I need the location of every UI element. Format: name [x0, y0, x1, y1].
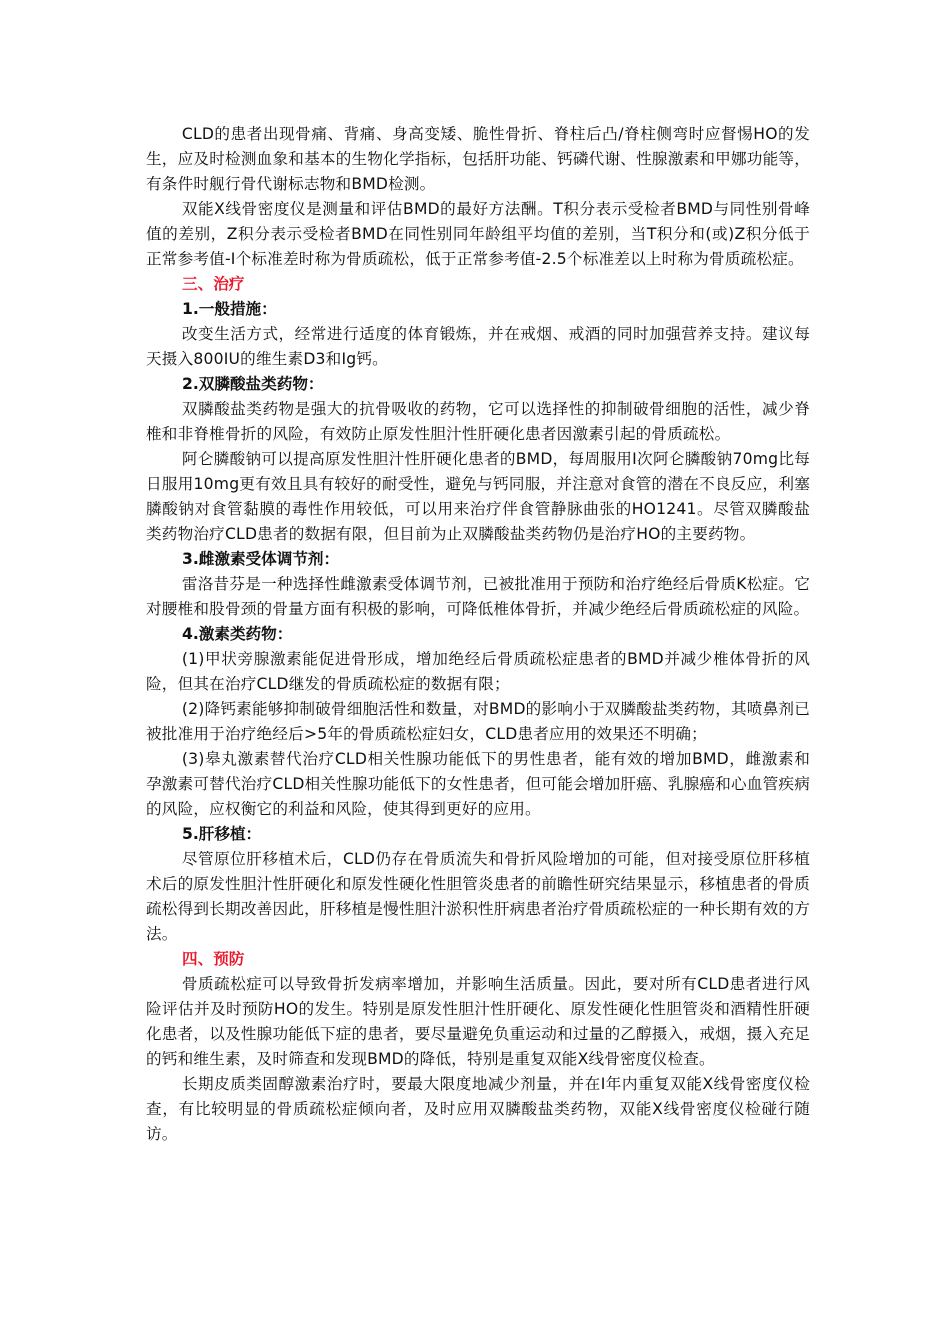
bisphosphonates-paragraph-1: 双膦酸盐类药物是强大的抗骨吸收的药物，它可以选择性的抑制破骨细胞的活性，减少脊椎和非脊椎骨折的风险，有效防止原发性胆汁性肝硬化患者因激素引起的骨质疏松。 [146, 400, 810, 443]
liver-transplant-paragraph: 尽管原位肝移植术后，CLD仍存在骨质流失和骨折风险增加的可能，但对接受原位肝移植术后的原发性胆汁性肝硬化和原发性硬化性胆管炎患者的前瞻性研究结果显示，移植患者的骨质疏松得到长期改善因此，肝移植是慢性胆汁淤积性肝病患者治疗骨质疏松症的一种长期有效的方法。 [146, 850, 810, 943]
section-title-treatment: 三、治疗 [182, 275, 245, 293]
general-measures-paragraph: 改变生活方式，经常进行适度的体育锻炼，并在戒烟、戒酒的同时加强营养支持。建议每天摄入800IU的维生素D3和Ig钙。 [146, 325, 810, 368]
bisphosphonates-paragraph-2: 阿仑膦酸钠可以提高原发性胆汁性肝硬化患者的BMD，每周服用I次阿仑膦酸钠70mg比每日服用10mg更有效且具有较好的耐受性，避免与钙同服，并注意对食管的潜在不良反应，利塞膦酸钠对食管黏膜的毒性作用较低，可以用来治疗伴食管静脉曲张的HO1241。尽管双膦酸盐类药物治疗CLD患者的数据有限，但目前为止双膦酸盐类药物仍是治疗HO的主要药物。 [146, 450, 810, 543]
subsection-title-general-measures: 1.一般措施： [182, 300, 277, 318]
hormones-paragraph-1: (1)甲状旁腺激素能促进骨形成，增加绝经后骨质疏松症患者的BMD并减少椎体骨折的风险，但其在治疗CLD继发的骨质疏松症的数据有限； [146, 650, 810, 693]
subsection-title-bisphosphonates: 2.双膦酸盐类药物： [182, 375, 324, 393]
subsection-title-serm: 3.雌激素受体调节剂： [182, 550, 340, 568]
prevention-paragraph-2: 长期皮质类固醇激素治疗时，要最大限度地减少剂量，并在I年内重复双能X线骨密度仪检查，有比较明显的骨质疏松症倾向者，及时应用双膦酸盐类药物，双能X线骨密度仪检碰行随访。 [146, 1075, 810, 1143]
document-page [146, 122, 810, 1147]
prevention-paragraph-1: 骨质疏松症可以导致骨折发病率增加，并影响生活质量。因此，要对所有CLD患者进行风险评估并及时预防HO的发生。特别是原发性胆汁性肝硬化、原发性硬化性胆管炎和酒精性肝硬化患者，以及性腺功能低下症的患者，要尽量避免负重运动和过量的乙醇摄入，戒烟，摄入充足的钙和维生素，及时筛查和发现BMD的降低，特别是重复双能X线骨密度仪检查。 [146, 975, 810, 1068]
subsection-title-hormones: 4.激素类药物： [182, 625, 293, 643]
section-title-prevention: 四、预防 [182, 950, 245, 968]
intro-paragraph-2: 双能X线骨密度仪是测量和评估BMD的最好方法酬。T积分表示受检者BMD与同性别骨峰值的差别，Z积分表示受检者BMD在同性别同年龄组平均值的差别，当T积分和(或)Z积分低于正常参考值-I个标准差时称为骨质疏松，低于正常参考值-2.5个标准差以上时称为骨质疏松症。 [146, 200, 810, 268]
subsection-title-liver-transplant: 5.肝移植： [182, 825, 262, 843]
intro-paragraph-1: CLD的患者出现骨痛、背痛、身高变矮、脆性骨折、脊柱后凸/脊柱侧弯时应督惕HO的发生，应及时检测血象和基本的生物化学指标，包括肝功能、钙磷代谢、性腺激素和甲娜功能等，有条件时舰行骨代谢标志物和BMD检测。 [146, 125, 810, 193]
hormones-paragraph-2: (2)降钙素能够抑制破骨细胞活性和数量，对BMD的影响小于双膦酸盐类药物，其喷鼻剂已被批准用于治疗绝经后>5年的骨质疏松症妇女，CLD患者应用的效果还不明确； [146, 700, 810, 743]
hormones-paragraph-3: (3)皋丸激素替代治疗CLD相关性腺功能低下的男性患者，能有效的增加BMD，雌激素和孕激素可替代治疗CLD相关性腺功能低下的女性患者，但可能会增加肝癌、乳腺癌和心血管疾病的风险，应权衡它的利益和风险，使其得到更好的应用。 [146, 750, 810, 818]
serm-paragraph: 雷洛昔芬是一种选择性雌激素受体调节剂，已被批准用于预防和治疗绝经后骨质K松症。它对腰椎和股骨颈的骨量方面有积极的影响，可降低椎体骨折，并减少绝经后骨质疏松症的风险。 [146, 575, 810, 618]
